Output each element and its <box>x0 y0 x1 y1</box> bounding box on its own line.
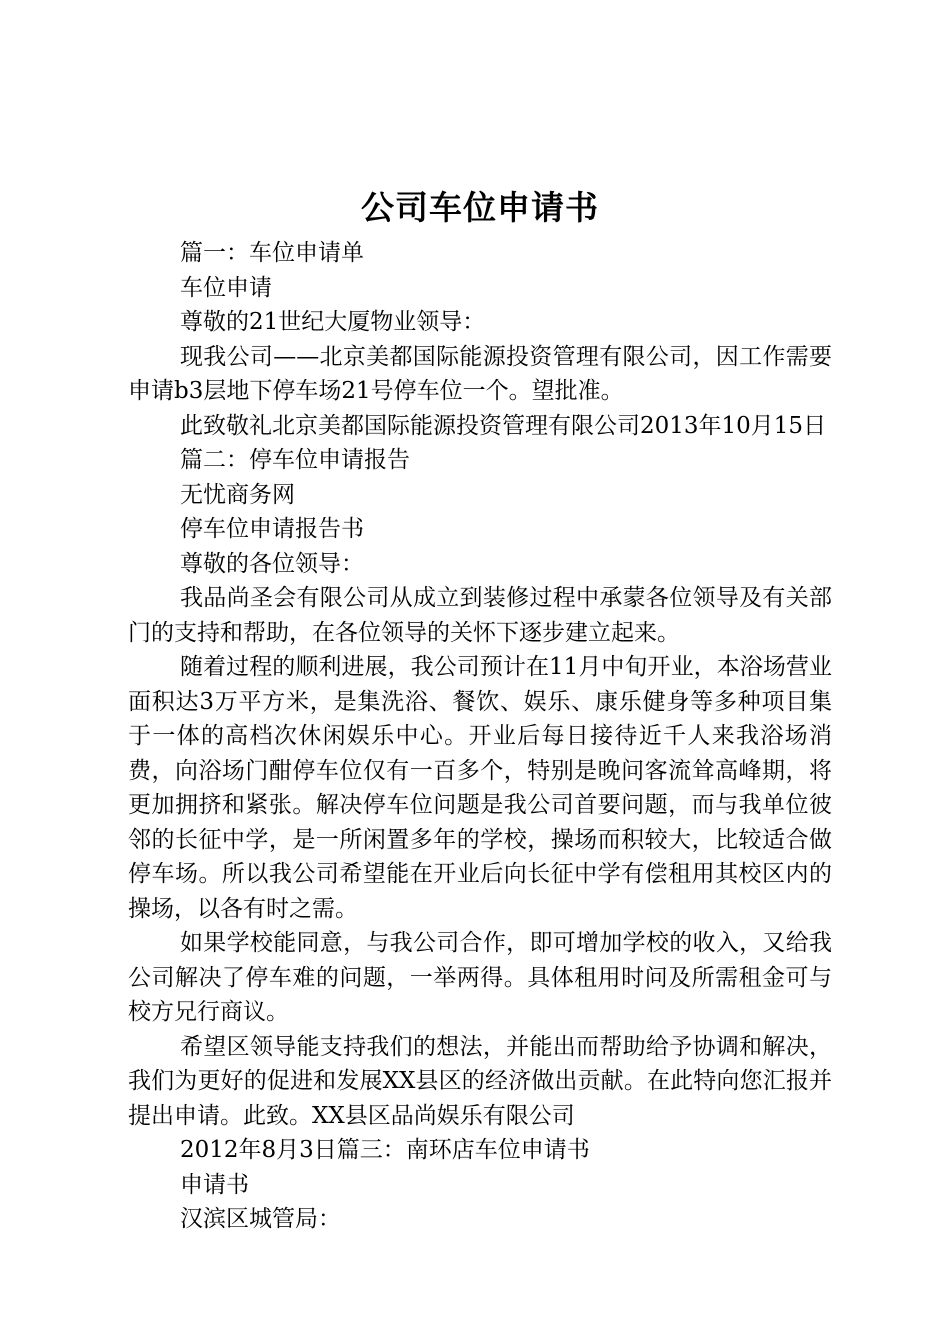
paragraph: 车位申请 <box>180 274 272 301</box>
paragraph: 如果学校能同意，与我公司合作，即可增加学校的收入，又给我公司解决了停车难的问题，一举两得。具体租用时问及所需租金可与校方兄行商议。 <box>128 930 832 1025</box>
paragraph: 随着过程的顺利进展，我公司预计在11月中旬开业，本浴场营业面积达3万平方米，是集洗浴、餐饮、娱乐、康乐健身等多种项目集于一体的高档次休闲娱乐中心。开业后每日接待近千人来我浴场消费，向浴场门酣停车位仅有一百多个，特别是晚问客流耸高峰期，将更加拥挤和紧张。解决停车位问题是我公司首要问题，而与我单位彼邻的长征中学，是一所闲置多年的学校，操场而积较大，比较适合做停车场。所以我公司希望能在开业后向长征中学有偿租用其校区内的操场，以各有时之需。 <box>128 654 832 922</box>
paragraph: 汉滨区城管局： <box>180 1206 341 1232</box>
document-page <box>128 180 832 1237</box>
paragraph: 尊敬的各位领导： <box>180 550 364 577</box>
paragraph: 无忧商务网 <box>180 481 295 508</box>
document-title: 公司车位申请书 <box>361 188 599 227</box>
paragraph: 篇一：车位申请单 <box>180 240 364 266</box>
document-body <box>128 236 832 1237</box>
paragraph: 停车位申请报告书 <box>180 516 364 542</box>
paragraph: 现我公司——北京美都国际能源投资管理有限公司，因工作需要申请b3层地下停车场21号停车位一个。望批准。 <box>128 343 832 404</box>
paragraph: 希望区领导能支持我们的想法，并能出而帮助给予协调和解决，我们为更好的促进和发展XX县区的经济做出贡献。在此特向您汇报并提出申请。此致。XX县区品尚娱乐有限公司 <box>128 1033 832 1129</box>
paragraph: 此致敬礼北京美都国际能源投资管理有限公司2013年10月15日 <box>180 412 827 439</box>
paragraph: 篇二：停车位申请报告 <box>180 447 410 473</box>
paragraph: 尊敬的21世纪大厦物业领导： <box>180 309 486 335</box>
paragraph: 我品尚圣会有限公司从成立到装修过程中承蒙各位领导及有关部门的支持和帮助，在各位领导的关怀下逐步建立起来。 <box>128 585 832 646</box>
paragraph: 2012年8月3日篇三：南环店车位申请书 <box>180 1137 590 1163</box>
paragraph: 申请书 <box>180 1171 249 1198</box>
